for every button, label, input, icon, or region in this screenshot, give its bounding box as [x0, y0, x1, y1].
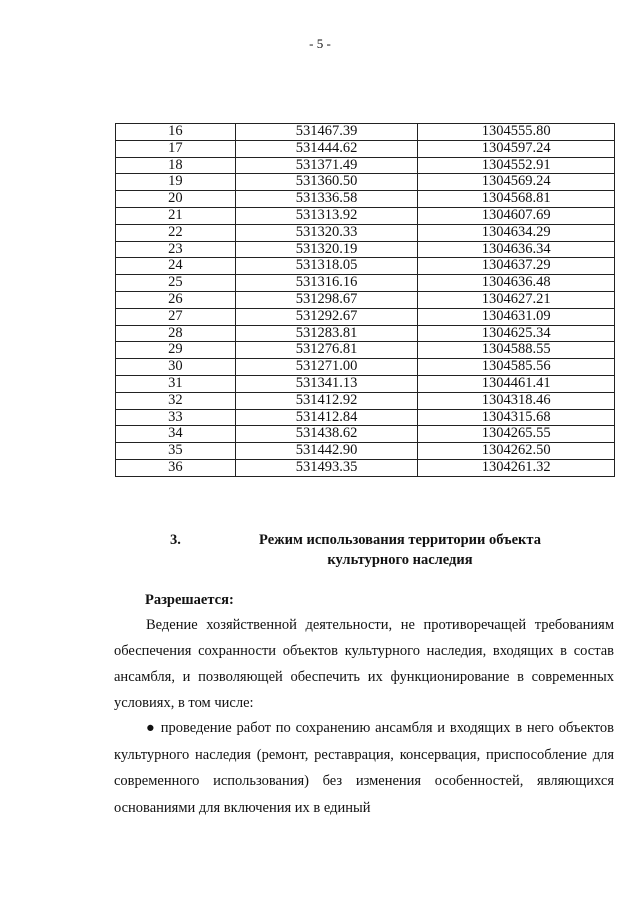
y-coordinate-cell: 1304569.24 — [418, 174, 615, 191]
allowed-heading: Разрешается: — [145, 592, 234, 608]
x-coordinate-cell: 531493.35 — [235, 459, 418, 476]
section-heading — [160, 530, 610, 570]
y-coordinate-cell: 1304315.68 — [418, 409, 615, 426]
point-number-cell: 30 — [116, 359, 236, 376]
table-row — [116, 342, 615, 359]
x-coordinate-cell: 531320.19 — [235, 241, 418, 258]
y-coordinate-cell: 1304625.34 — [418, 325, 615, 342]
table-row — [116, 308, 615, 325]
y-coordinate-cell: 1304634.29 — [418, 224, 615, 241]
table-row — [116, 241, 615, 258]
y-coordinate-cell: 1304627.21 — [418, 291, 615, 308]
y-coordinate-cell: 1304585.56 — [418, 359, 615, 376]
x-coordinate-cell: 531316.16 — [235, 275, 418, 292]
x-coordinate-cell: 531341.13 — [235, 375, 418, 392]
point-number-cell: 28 — [116, 325, 236, 342]
x-coordinate-cell: 531271.00 — [235, 359, 418, 376]
y-coordinate-cell: 1304637.29 — [418, 258, 615, 275]
point-number-cell: 25 — [116, 275, 236, 292]
x-coordinate-cell: 531320.33 — [235, 224, 418, 241]
table-row — [116, 392, 615, 409]
x-coordinate-cell: 531318.05 — [235, 258, 418, 275]
x-coordinate-cell: 531412.92 — [235, 392, 418, 409]
table-row — [116, 157, 615, 174]
table-row — [116, 124, 615, 141]
point-number-cell: 35 — [116, 443, 236, 460]
y-coordinate-cell: 1304636.48 — [418, 275, 615, 292]
point-number-cell: 26 — [116, 291, 236, 308]
y-coordinate-cell: 1304555.80 — [418, 124, 615, 141]
x-coordinate-cell: 531444.62 — [235, 140, 418, 157]
table-row — [116, 191, 615, 208]
table-row — [116, 409, 615, 426]
table-row — [116, 291, 615, 308]
y-coordinate-cell: 1304265.55 — [418, 426, 615, 443]
table-row — [116, 459, 615, 476]
point-number-cell: 36 — [116, 459, 236, 476]
y-coordinate-cell: 1304262.50 — [418, 443, 615, 460]
x-coordinate-cell: 531283.81 — [235, 325, 418, 342]
table-row — [116, 207, 615, 224]
y-coordinate-cell: 1304588.55 — [418, 342, 615, 359]
table-row — [116, 375, 615, 392]
point-number-cell: 21 — [116, 207, 236, 224]
x-coordinate-cell: 531360.50 — [235, 174, 418, 191]
x-coordinate-cell: 531313.92 — [235, 207, 418, 224]
table-row — [116, 443, 615, 460]
point-number-cell: 32 — [116, 392, 236, 409]
table-row — [116, 426, 615, 443]
table-row — [116, 275, 615, 292]
page-number: - 5 - — [309, 36, 331, 51]
coordinates-table-body — [116, 124, 615, 477]
x-coordinate-cell: 531371.49 — [235, 157, 418, 174]
y-coordinate-cell: 1304552.91 — [418, 157, 615, 174]
y-coordinate-cell: 1304607.69 — [418, 207, 615, 224]
table-row — [116, 140, 615, 157]
point-number-cell: 16 — [116, 124, 236, 141]
x-coordinate-cell: 531442.90 — [235, 443, 418, 460]
x-coordinate-cell: 531298.67 — [235, 291, 418, 308]
table-row — [116, 359, 615, 376]
point-number-cell: 27 — [116, 308, 236, 325]
point-number-cell: 33 — [116, 409, 236, 426]
y-coordinate-cell: 1304261.32 — [418, 459, 615, 476]
x-coordinate-cell: 531292.67 — [235, 308, 418, 325]
y-coordinate-cell: 1304318.46 — [418, 392, 615, 409]
y-coordinate-cell: 1304597.24 — [418, 140, 615, 157]
point-number-cell: 17 — [116, 140, 236, 157]
x-coordinate-cell: 531336.58 — [235, 191, 418, 208]
y-coordinate-cell: 1304461.41 — [418, 375, 615, 392]
table-row — [116, 325, 615, 342]
paragraph-preservation-works: ● проведение работ по сохранению ансамбля и входящих в него объектов культурного наследия (ремонт, реставрация, консервация, приспособление для современного использования) без изменения особенностей, являющихся основаниями для включения их в единый — [114, 720, 614, 816]
table-row — [116, 224, 615, 241]
y-coordinate-cell: 1304568.81 — [418, 191, 615, 208]
coordinates-table — [115, 123, 615, 477]
point-number-cell: 29 — [116, 342, 236, 359]
point-number-cell: 22 — [116, 224, 236, 241]
point-number-cell: 24 — [116, 258, 236, 275]
x-coordinate-cell: 531276.81 — [235, 342, 418, 359]
x-coordinate-cell: 531412.84 — [235, 409, 418, 426]
section-number: 3. — [170, 532, 181, 548]
x-coordinate-cell: 531467.39 — [235, 124, 418, 141]
point-number-cell: 23 — [116, 241, 236, 258]
table-row — [116, 174, 615, 191]
y-coordinate-cell: 1304636.34 — [418, 241, 615, 258]
point-number-cell: 18 — [116, 157, 236, 174]
point-number-cell: 31 — [116, 375, 236, 392]
point-number-cell: 34 — [116, 426, 236, 443]
x-coordinate-cell: 531438.62 — [235, 426, 418, 443]
table-row — [116, 258, 615, 275]
paragraph-economic-activity: Ведение хозяйственной деятельности, не противоречащей требованиям обеспечения сохранности объектов культурного наследия, входящих в состав ансамбля, и позволяющей обеспечить их функционирование в современных условиях, в том числе: — [114, 617, 614, 711]
section-title: Режим использования территории объекта культурного наследия — [259, 532, 541, 568]
y-coordinate-cell: 1304631.09 — [418, 308, 615, 325]
point-number-cell: 19 — [116, 174, 236, 191]
point-number-cell: 20 — [116, 191, 236, 208]
